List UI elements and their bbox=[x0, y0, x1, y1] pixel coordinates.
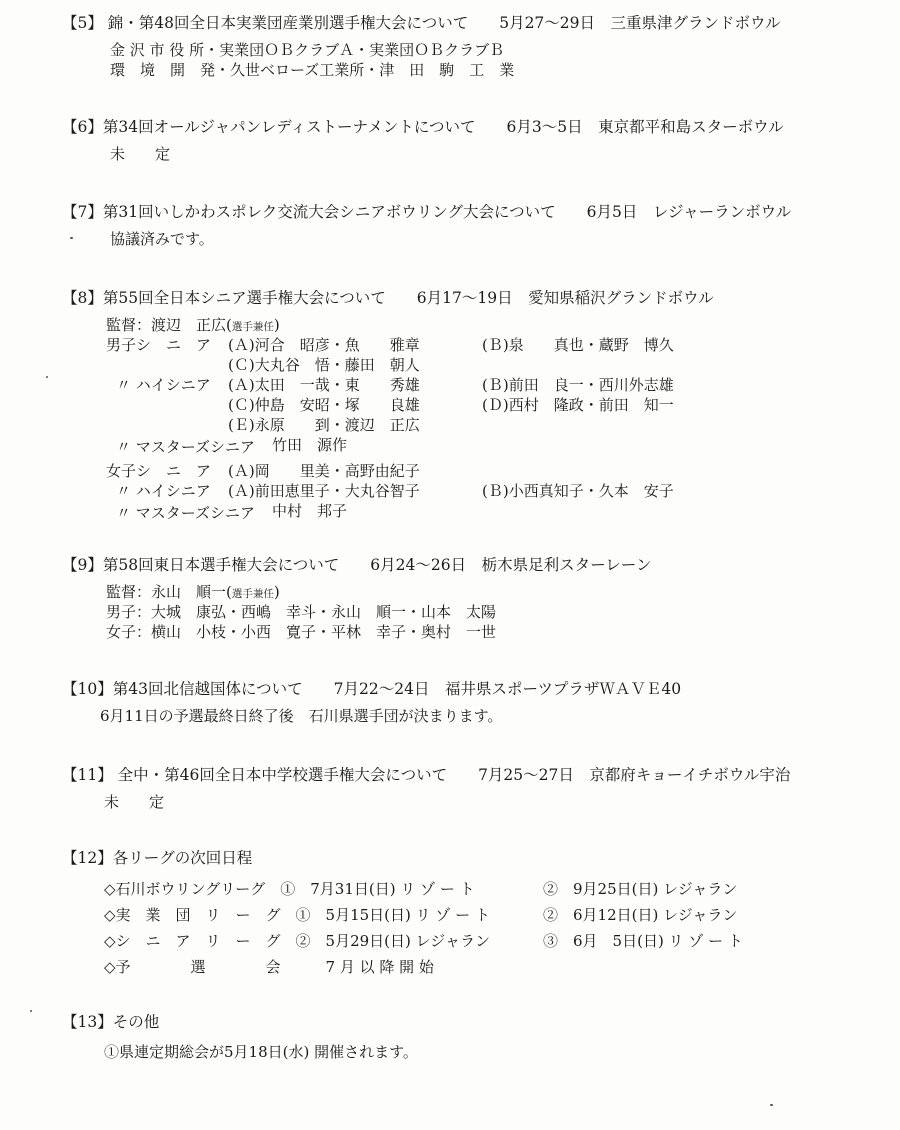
scan-speck bbox=[770, 1104, 773, 1106]
league-row-1-right: ② 9月25日(日) レジャラン bbox=[543, 880, 738, 898]
section-9-men: 男子：大城 康弘・西嶋 幸斗・永山 順一・山本 太陽 bbox=[106, 603, 497, 621]
section-8-coach-note: 選手兼任 bbox=[231, 321, 274, 333]
section-9-coach-note: 選手兼任 bbox=[231, 588, 274, 600]
women-senior-label: 女子シ ニ ア bbox=[106, 462, 212, 480]
section-8-heading: 【8】第55回全日本シニア選手権大会について 6月17～19日 愛知県稲沢グランドボウル bbox=[62, 289, 714, 307]
section-5-line-1: 金 沢 市 役 所・実業団ＯＢクラブＡ・実業団ＯＢクラブＢ bbox=[110, 41, 505, 59]
section-5-line-2: 環 境 開 発・久世ベローズ工業所・津 田 駒 工 業 bbox=[110, 61, 515, 79]
masters-senior-player: 竹田 源作 bbox=[272, 436, 348, 454]
high-senior-label: 〃 ハイシニア bbox=[116, 376, 211, 394]
women-high-senior-team-a: (Ａ)前田恵里子・大丸谷智子 bbox=[228, 482, 420, 500]
section-9-coach-name: 監督：永山 順一( bbox=[106, 583, 232, 601]
men-senior-team-a: (Ａ)河合 昭彦・魚 雅章 bbox=[228, 336, 420, 354]
section-6-line-1: 未 定 bbox=[110, 145, 171, 163]
section-7-heading: 【7】第31回いしかわスポレク交流大会シニアボウリング大会について 6月5日 レジャーランボウル bbox=[62, 203, 792, 221]
women-masters-player: 中村 邦子 bbox=[272, 502, 348, 520]
high-senior-team-d: (Ｄ)西村 隆政・前田 知一 bbox=[482, 396, 674, 414]
section-13-heading: 【13】その他 bbox=[62, 1013, 160, 1031]
league-row-2-left: ◇実 業 団 リ ー グ ① 5月15日(日) リ ゾ ー ト bbox=[104, 906, 490, 924]
high-senior-team-e: (Ｅ)永原 到・渡辺 正広 bbox=[228, 416, 420, 434]
league-row-4-left: ◇予 選 会 7 月 以 降 開 始 bbox=[104, 958, 434, 976]
section-13-line-1: ①県連定期総会が5月18日(水) 開催されます。 bbox=[104, 1043, 418, 1061]
section-7-line-1: 協議済みです。 bbox=[110, 230, 214, 248]
section-10-heading: 【10】第43回北信越国体について 7月22～24日 福井県スポーツプラザＷＡＶＥ40 bbox=[62, 680, 682, 698]
league-row-1-left: ◇石川ボウリングリーグ ① 7月31日(日) リ ゾ ー ト bbox=[104, 880, 475, 898]
section-12-heading: 【12】各リーグの次回日程 bbox=[62, 849, 253, 867]
section-6-heading: 【6】第34回オールジャパンレディストーナメントについて 6月3～5日 東京都平和島スターボウル bbox=[62, 118, 784, 136]
scan-speck bbox=[30, 1010, 32, 1012]
scan-speck bbox=[70, 237, 73, 239]
women-masters-label: 〃 マスターズシニア bbox=[116, 504, 256, 522]
high-senior-team-b: (Ｂ)前田 良一・西川外志雄 bbox=[482, 376, 674, 394]
section-9-women: 女子：横山 小枝・小西 寛子・平林 幸子・奥村 一世 bbox=[106, 623, 497, 641]
section-8-coach-end: ) bbox=[273, 316, 280, 334]
masters-senior-label: 〃 マスターズシニア bbox=[116, 438, 256, 456]
women-senior-team-a: (Ａ)岡 里美・高野由紀子 bbox=[228, 462, 420, 480]
high-senior-team-a: (Ａ)太田 一哉・東 秀雄 bbox=[228, 376, 420, 394]
men-senior-team-c: (Ｃ)大丸谷 悟・藤田 朝人 bbox=[228, 356, 420, 374]
league-row-3-right: ③ 6月 5日(日) リ ゾ ー ト bbox=[543, 932, 743, 950]
section-8-coach-name: 監督：渡辺 正広( bbox=[106, 316, 232, 334]
section-8-coach bbox=[106, 316, 280, 336]
section-11-line-1: 未 定 bbox=[104, 793, 165, 811]
men-senior-team-b: (Ｂ)泉 真也・蔵野 博久 bbox=[482, 336, 674, 354]
high-senior-team-c: (Ｃ)仲島 安昭・塚 良雄 bbox=[228, 396, 420, 414]
men-senior-label: 男子シ ニ ア bbox=[106, 336, 212, 354]
league-row-3-left: ◇シ ニ ア リ ー グ ② 5月29日(日) レジャラン bbox=[104, 932, 490, 950]
section-9-coach bbox=[106, 583, 280, 603]
section-10-line-1: 6月11日の予選最終日終了後 石川県選手団が決まります。 bbox=[100, 707, 503, 725]
scan-speck bbox=[46, 376, 48, 378]
women-high-senior-team-b: (Ｂ)小西真知子・久本 安子 bbox=[482, 482, 674, 500]
section-9-coach-end: ) bbox=[273, 583, 280, 601]
league-row-2-right: ② 6月12日(日) レジャラン bbox=[543, 906, 738, 924]
section-9-heading: 【9】第58回東日本選手権大会について 6月24～26日 栃木県足利スターレーン bbox=[62, 556, 652, 574]
women-high-senior-label: 〃 ハイシニア bbox=[116, 482, 211, 500]
section-5-heading: 【5】 錦・第48回全日本実業団産業別選手権大会について 5月27～29日 三重県津グランドボウル bbox=[62, 14, 781, 32]
section-11-heading: 【11】 全中・第46回全日本中学校選手権大会について 7月25～27日 京都府キョーイチボウル宇治 bbox=[62, 766, 791, 784]
